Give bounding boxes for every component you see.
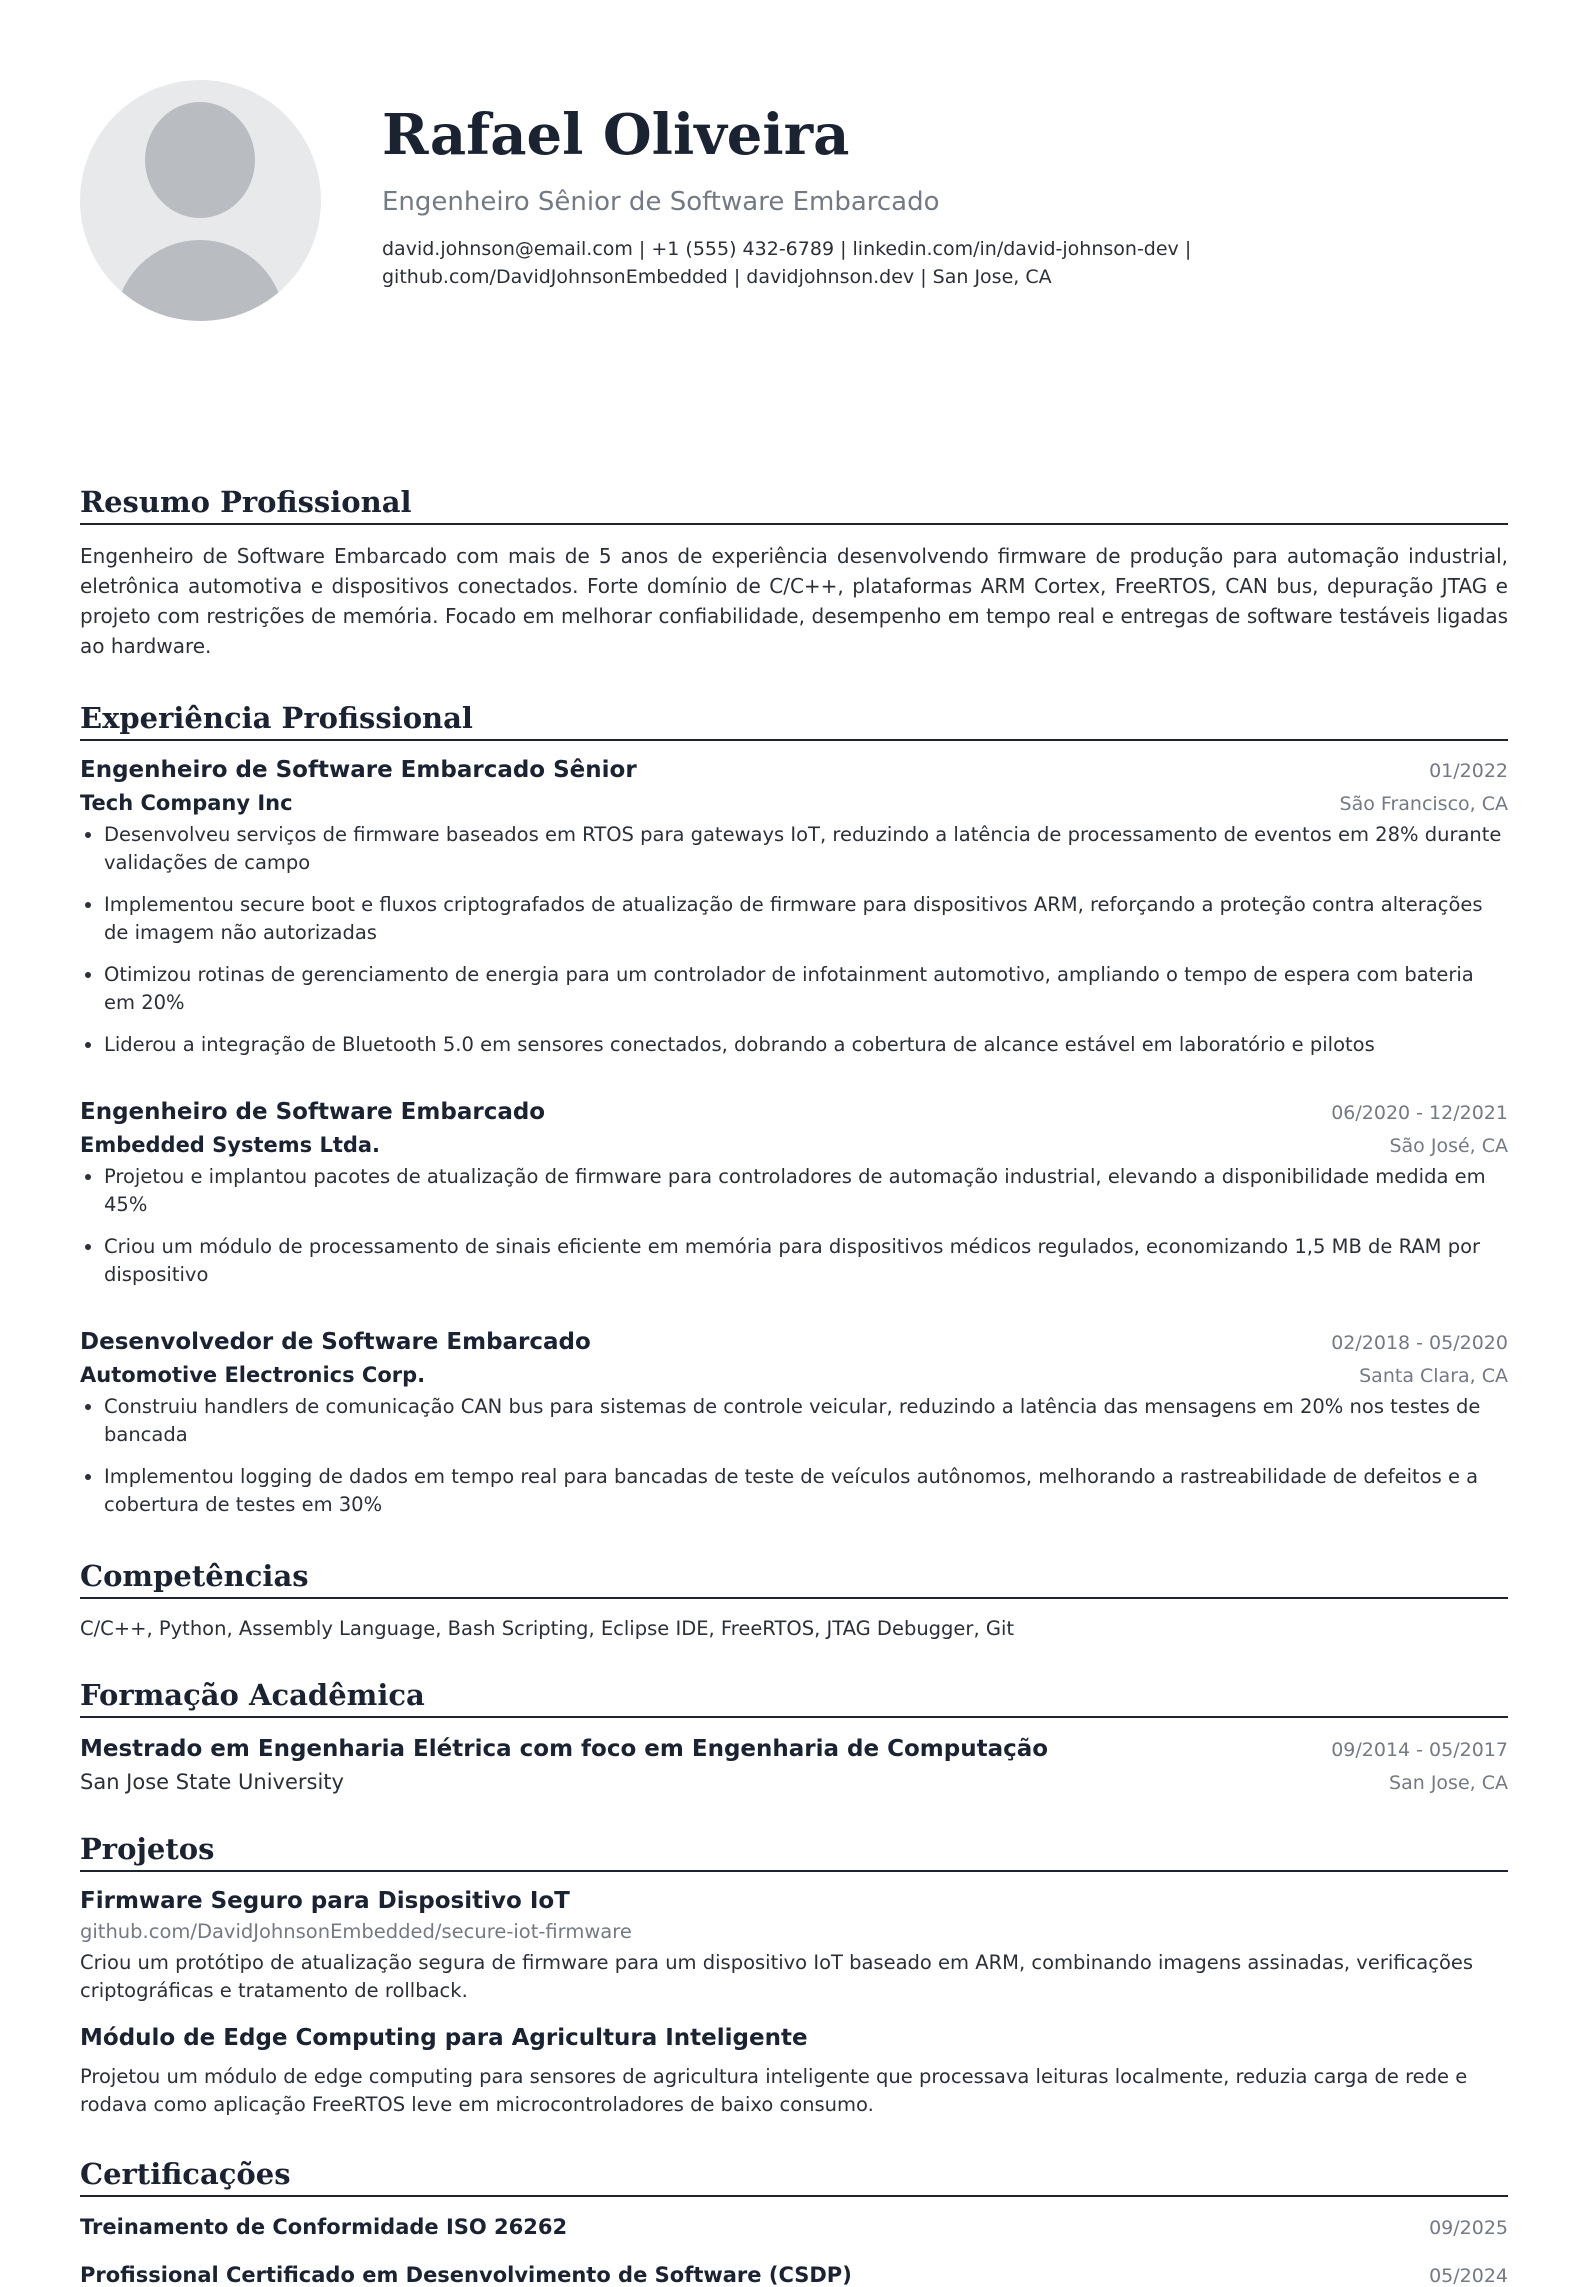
resume-header [80,80,1508,380]
education-location: San Jose, CA [1389,1772,1508,1794]
job-company: Embedded Systems Ltda. [80,1133,381,1157]
project-link[interactable]: github.com/DavidJohnsonEmbedded/secure-iot-firmware [80,1920,632,1943]
job-role: Desenvolvedor de Software Embarcado [80,1329,591,1355]
list-item: • Implementou logging de dados em tempo real para bancadas de teste de veículos autônomos, melhorando a rastreabilidade de defeitos e a cobertura de testes em 30% [104,1463,1508,1519]
user-silhouette-icon [80,80,321,321]
job-bullets [80,1393,1508,1519]
contact-info [382,235,1242,291]
education-date: 09/2014 - 05/2017 [1331,1739,1508,1761]
list-item: • Liderou a integração de Bluetooth 5.0 em sensores conectados, dobrando a cobertura de alcance estável em laboratório e pilotos [104,1031,1508,1059]
job-entry [80,1099,1508,1289]
education-school: San Jose State University [80,1770,344,1794]
job-bullets [80,821,1508,1059]
job-location: São José, CA [1389,1135,1508,1157]
project-name: Módulo de Edge Computing para Agricultura Inteligente [80,2025,808,2051]
section-heading: Experiência Profissional [80,701,1508,741]
section-heading: Competências [80,1559,1508,1599]
candidate-name: Rafael Oliveira [382,102,850,168]
job-date: 02/2018 - 05/2020 [1331,1332,1508,1354]
job-entry [80,1329,1508,1519]
contact-line: github.com/DavidJohnsonEmbedded | davidjohnson.dev | San Jose, CA [382,265,1052,288]
job-location: São Francisco, CA [1339,793,1508,815]
project-description: Projetou um módulo de edge computing para sensores de agricultura inteligente que processava leituras localmente, reduzia carga de rede e rodava como aplicação FreeRTOS leve em microcontroladores de baixo consumo. [80,2065,1468,2116]
skills-section [80,1559,1508,1640]
education-degree: Mestrado em Engenharia Elétrica com foco em Engenharia de Computação [80,1736,1049,1762]
job-date: 01/2022 [1429,760,1508,782]
section-heading: Projetos [80,1832,1508,1872]
certification-date: 09/2025 [1429,2217,1508,2239]
project-description: Criou um protótipo de atualização segura de firmware para um dispositivo IoT baseado em ARM, combinando imagens assinadas, verificações criptográficas e tratamento de rollback. [80,1951,1474,2002]
job-company: Tech Company Inc [80,791,293,815]
job-entry [80,757,1508,1059]
job-bullets [80,1163,1508,1289]
certifications-section [80,2157,1508,2287]
skills-list: C/C++, Python, Assembly Language, Bash Scripting, Eclipse IDE, FreeRTOS, JTAG Debugger, Git [80,1617,1015,1640]
project-entry [80,2025,1508,2119]
summary-section [80,485,1508,661]
list-item: • Projetou e implantou pacotes de atualização de firmware para controladores de automação industrial, elevando a disponibilidade medida em 45% [104,1163,1508,1219]
avatar [80,80,321,321]
job-role: Engenheiro de Software Embarcado [80,1099,546,1125]
contact-line: david.johnson@email.com | +1 (555) 432-6789 | linkedin.com/in/david-johnson-dev | [382,237,1192,260]
section-heading: Certificações [80,2157,1508,2197]
projects-section [80,1832,1508,2119]
job-location: Santa Clara, CA [1359,1365,1508,1387]
certification-name: Profissional Certificado em Desenvolvimento de Software (CSDP) [80,2263,852,2287]
section-heading: Formação Acadêmica [80,1678,1508,1718]
education-section [80,1678,1508,1794]
project-entry [80,1888,1508,2005]
job-company: Automotive Electronics Corp. [80,1363,426,1387]
header-info [382,80,1242,291]
list-item: • Criou um módulo de processamento de sinais eficiente em memória para dispositivos médicos regulados, economizando 1,5 MB de RAM por dispositivo [104,1233,1508,1289]
list-item: • Desenvolveu serviços de firmware baseados em RTOS para gateways IoT, reduzindo a latência de processamento de eventos em 28% durante validações de campo [104,821,1508,877]
job-role: Engenheiro de Software Embarcado Sênior [80,757,637,783]
section-heading: Resumo Profissional [80,485,1508,525]
list-item: • Implementou secure boot e fluxos criptografados de atualização de firmware para dispositivos ARM, reforçando a proteção contra alterações de imagem não autorizadas [104,891,1508,947]
certification-date: 05/2024 [1429,2265,1508,2287]
candidate-title: Engenheiro Sênior de Software Embarcado [382,186,940,217]
list-item: • Construiu handlers de comunicação CAN bus para sistemas de controle veicular, reduzindo a latência das mensagens em 20% nos testes de bancada [104,1393,1508,1449]
experience-section [80,701,1508,1519]
certification-item [80,2215,1508,2239]
project-name: Firmware Seguro para Dispositivo IoT [80,1888,570,1914]
certification-name: Treinamento de Conformidade ISO 26262 [80,2215,568,2239]
certification-item [80,2263,1508,2287]
list-item: • Otimizou rotinas de gerenciamento de energia para um controlador de infotainment automotivo, ampliando o tempo de espera com bateria em 20% [104,961,1508,1017]
job-date: 06/2020 - 12/2021 [1331,1102,1508,1124]
summary-text: Engenheiro de Software Embarcado com mais de 5 anos de experiência desenvolvendo firmware de produção para automação industrial, eletrônica automotiva e dispositivos conectados. Forte domínio de C/C++, plataformas ARM Cortex, FreeRTOS, CAN bus, depuração JTAG e projeto com restrições de memória. Focado em melhorar confiabilidade, desempenho em tempo real e entregas de software testáveis ligadas ao hardware. [80,544,1508,658]
